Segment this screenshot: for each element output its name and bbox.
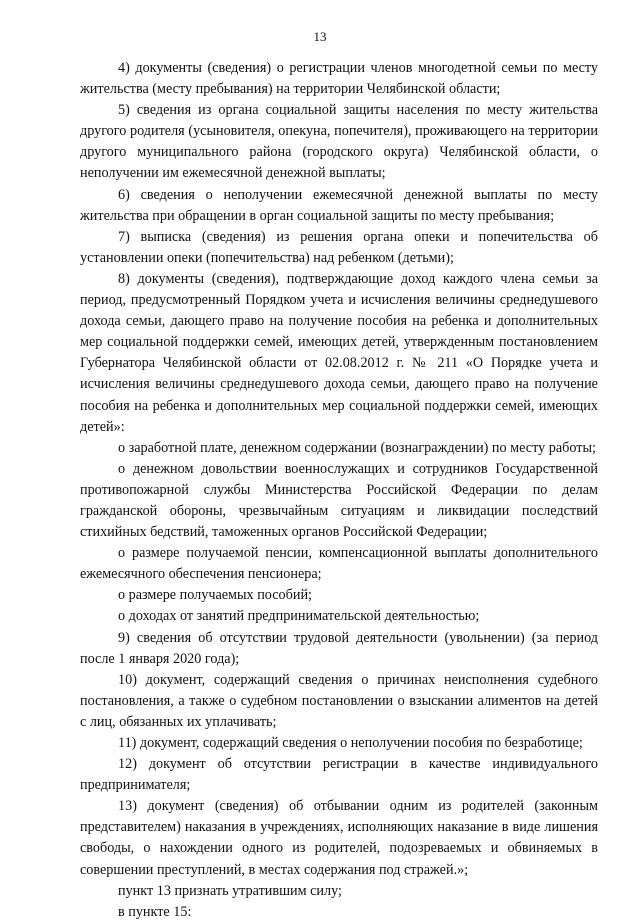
paragraph-item-11: 11) документ, содержащий сведения о неполучении пособия по безработице; — [118, 735, 583, 751]
paragraph-clause-13-repeal: пункт 13 признать утратившим силу; — [118, 882, 342, 899]
page-number: 13 — [313, 29, 327, 44]
paragraph-item-9: 9) сведения об отсутствии трудовой деятельности (увольнении) (за период после 1 января 2020 года); — [80, 629, 598, 667]
paragraph-item-6: 6) сведения о неполучении ежемесячной денежной выплаты по месту жительства при обращении в орган социальной защиты по месту пребывания; — [80, 186, 598, 224]
paragraph-income-military: о денежном довольствии военнослужащих и сотрудников Государственной противопожарной службы Министерства Российской Федерации по делам гражданской обороны, чрезвычайным ситуациям и ликвидации последствий стихийных бедствий, таможенных органов Российской Федерации; — [80, 460, 598, 541]
paragraph-income-business: о доходах от занятий предпринимательской деятельностью; — [118, 608, 480, 625]
paragraph-item-7: 7) выписка (сведения) из решения органа опеки и попечительства об установлении опеки (попечительства) над ребенком (детьми); — [80, 228, 598, 266]
paragraph-item-10: 10) документ, содержащий сведения о причинах неисполнения судебного постановления, а также о судебном постановлении о взыскании алиментов на детей с лиц, обязанных их уплачивать; — [80, 671, 598, 730]
paragraph-income-salary: о заработной плате, денежном содержании (вознаграждении) по месту работы; — [118, 439, 596, 456]
document-body — [80, 58, 598, 923]
paragraph-item-4: 4) документы (сведения) о регистрации членов многодетной семьи по месту жительства (месту пребывания) на территории Челябинской области; — [80, 60, 598, 98]
paragraph-item-5: 5) сведения из органа социальной защиты населения по месту жительства другого родителя (усыновителя, опекуна, попечителя), проживающего на территории другого муниципального района (городского округа) Челябинской области, о неполучении им ежемесячной денежной выплаты; — [80, 102, 598, 182]
paragraph-income-benefits: о размере получаемых пособий; — [118, 587, 312, 604]
paragraph-item-8: 8) документы (сведения), подтверждающие доход каждого члена семьи за период, предусмотренный Порядком учета и исчисления величины среднедушевого дохода семьи, дающего право на получение пособия на ребенка и дополнительных мер социальной поддержки семей, имеющих детей, утвержденным постановлением Губернатора Челябинской области от 02.08.2012 г. № 211 «О Порядке учета и исчисления величины среднедушевого дохода семьи, дающего право на получение пособия на ребенка и дополнительных мер социальной поддержки семей, имеющих детей»: — [80, 270, 598, 435]
paragraph-item-12: 12) документ об отсутствии регистрации в качестве индивидуального предпринимателя; — [80, 756, 598, 794]
paragraph-income-pension: о размере получаемой пенсии, компенсационной выплаты дополнительного ежемесячного обеспечения пенсионера; — [80, 545, 598, 583]
paragraph-item-13: 13) документ (сведения) об отбывании одним из родителей (законным представителем) наказания в учреждениях, исполняющих наказание в виде лишения свободы, о нахождении одного из родителей, подозреваемых и обвиняемых в совершении преступлений, в местах содержания под стражей.»; — [80, 798, 598, 878]
paragraph-clause-15: в пункте 15: — [118, 903, 192, 920]
